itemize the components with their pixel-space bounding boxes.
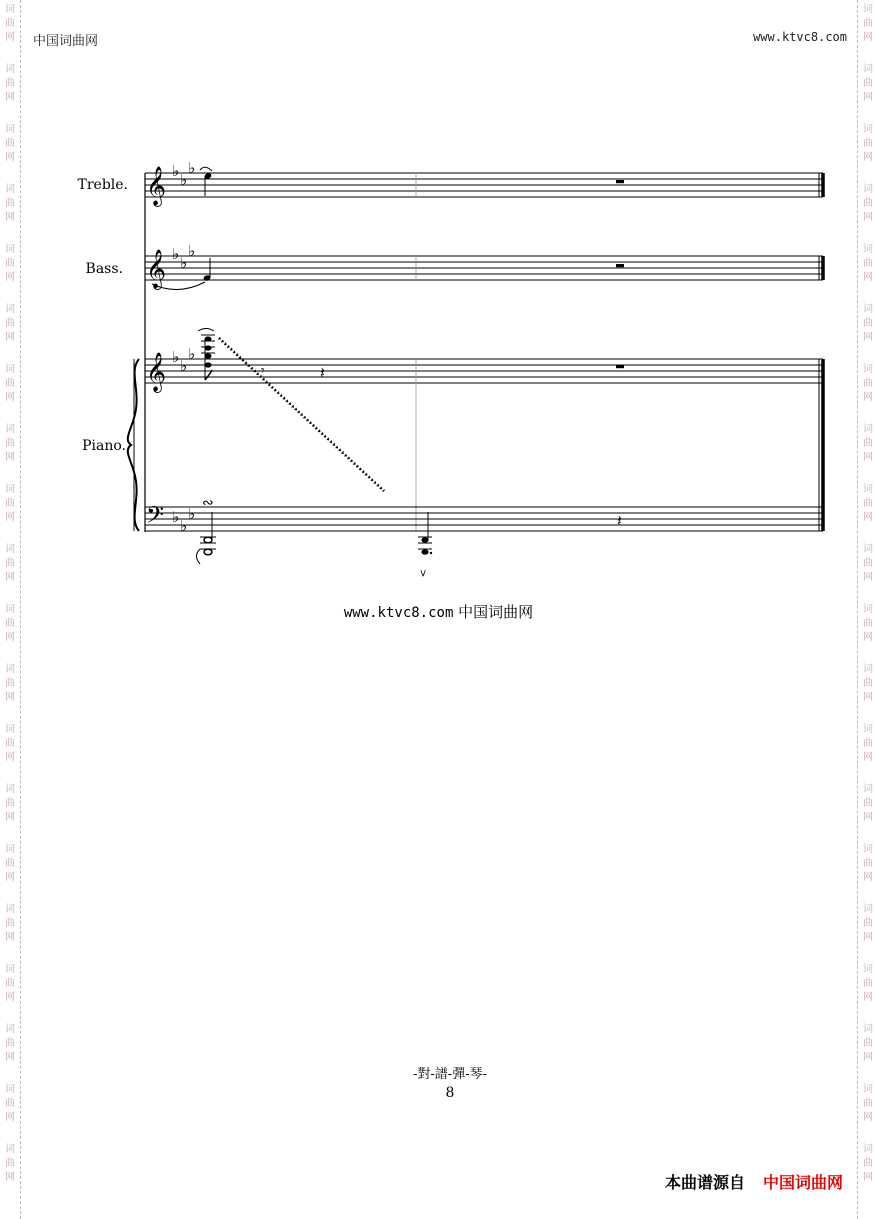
side-watermark-char: 曲 bbox=[5, 978, 15, 989]
treble-clef-icon: 𝄞 bbox=[146, 166, 167, 206]
side-watermark-char: 词 bbox=[5, 724, 15, 735]
side-watermark-char: 网 bbox=[5, 1052, 15, 1063]
side-watermark-char: 词 bbox=[5, 964, 15, 975]
side-watermark-char: 词 bbox=[5, 424, 15, 435]
tie-icon bbox=[200, 167, 212, 171]
instrument-label-treble: Treble. bbox=[77, 177, 128, 193]
side-watermark-char: 网 bbox=[5, 272, 15, 283]
side-watermark-char: 词 bbox=[5, 844, 15, 855]
treble-staff bbox=[145, 159, 823, 207]
side-watermark-char: 词 bbox=[863, 904, 873, 915]
piano-chord-note bbox=[205, 336, 212, 341]
side-watermark-char: 词 bbox=[863, 304, 873, 315]
piano-chord-note bbox=[205, 362, 212, 367]
side-watermark-char: 曲 bbox=[5, 618, 15, 629]
side-watermark-char: 曲 bbox=[863, 138, 873, 149]
side-watermark-char: 曲 bbox=[5, 1098, 15, 1109]
flat-icon: ♭ bbox=[188, 345, 196, 363]
side-watermark-char: 曲 bbox=[5, 858, 15, 869]
treble-clef-icon: 𝄞 bbox=[146, 352, 167, 392]
side-watermark-char: 词 bbox=[5, 544, 15, 555]
side-watermark-char: 词 bbox=[5, 64, 15, 75]
side-watermark-char: 网 bbox=[863, 1052, 873, 1063]
side-watermark-char: 词 bbox=[863, 1084, 873, 1095]
side-watermark-char: 网 bbox=[5, 632, 15, 643]
side-watermark-char: 词 bbox=[5, 484, 15, 495]
side-watermark-char: 曲 bbox=[5, 798, 15, 809]
side-watermark-char: 词 bbox=[5, 304, 15, 315]
side-watermark-char: 词 bbox=[5, 244, 15, 255]
side-watermark-char: 网 bbox=[5, 872, 15, 883]
side-watermark-char: 曲 bbox=[863, 918, 873, 929]
accent-icon: > bbox=[417, 569, 428, 578]
flat-icon: ♭ bbox=[172, 348, 180, 366]
bass-clef-icon: 𝄢 bbox=[146, 501, 165, 534]
flat-icon: ♭ bbox=[180, 254, 188, 272]
flat-icon: ♭ bbox=[172, 508, 180, 526]
side-watermark-char: 曲 bbox=[863, 18, 873, 29]
side-watermark-char: 网 bbox=[863, 152, 873, 163]
side-watermark-char: 网 bbox=[5, 1112, 15, 1123]
instrument-label-bass: Bass. bbox=[85, 261, 123, 277]
side-watermark-char: 曲 bbox=[5, 558, 15, 569]
flat-icon: ♭ bbox=[172, 162, 180, 180]
side-watermark-char: 词 bbox=[863, 604, 873, 615]
side-watermark-char: 曲 bbox=[5, 18, 15, 29]
header-site-name: 中国词曲网 bbox=[33, 34, 99, 49]
piano-lower-staff bbox=[145, 495, 823, 577]
side-watermark-char: 曲 bbox=[5, 438, 15, 449]
side-watermark-char: 网 bbox=[863, 212, 873, 223]
side-watermark-char: 网 bbox=[5, 92, 15, 103]
side-watermark-char: 词 bbox=[5, 1024, 15, 1035]
flat-icon: ♭ bbox=[172, 245, 180, 263]
side-watermark-char: 网 bbox=[863, 332, 873, 343]
side-watermark-char: 词 bbox=[863, 4, 873, 15]
side-watermark-char: 曲 bbox=[863, 318, 873, 329]
side-watermark-char: 曲 bbox=[863, 78, 873, 89]
side-watermark-char: 网 bbox=[863, 512, 873, 523]
side-watermark-char: 网 bbox=[863, 272, 873, 283]
whole-rest-icon bbox=[616, 264, 624, 267]
side-watermark-char: 词 bbox=[863, 424, 873, 435]
side-watermark-char: 词 bbox=[5, 784, 15, 795]
side-watermark-char: 词 bbox=[863, 964, 873, 975]
side-watermark-char: 曲 bbox=[5, 738, 15, 749]
side-watermark-char: 曲 bbox=[5, 1158, 15, 1169]
side-watermark-char: 网 bbox=[5, 992, 15, 1003]
flat-icon: ♭ bbox=[180, 517, 188, 535]
side-watermark-char: 词 bbox=[863, 1144, 873, 1155]
side-watermark-char: 网 bbox=[5, 812, 15, 823]
side-watermark-char: 词 bbox=[863, 184, 873, 195]
side-watermark-char: 网 bbox=[863, 1112, 873, 1123]
side-watermark-char: 曲 bbox=[863, 378, 873, 389]
side-watermark-char: 词 bbox=[5, 664, 15, 675]
side-watermark-char: 曲 bbox=[5, 138, 15, 149]
side-watermark-char: 网 bbox=[5, 392, 15, 403]
side-watermark-char: 网 bbox=[863, 572, 873, 583]
side-watermark-char: 词 bbox=[863, 724, 873, 735]
side-watermark-char: 曲 bbox=[863, 198, 873, 209]
whole-rest-icon bbox=[616, 365, 624, 368]
piano-bass-note bbox=[204, 549, 212, 555]
side-watermark-char: 网 bbox=[5, 452, 15, 463]
side-watermark-char: 曲 bbox=[5, 78, 15, 89]
side-watermark-char: 曲 bbox=[5, 678, 15, 689]
side-watermark-char: 曲 bbox=[5, 318, 15, 329]
side-watermark-char: 网 bbox=[5, 1172, 15, 1183]
side-watermark-char: 曲 bbox=[863, 1098, 873, 1109]
whole-rest-icon bbox=[616, 180, 624, 183]
mid-watermark bbox=[0, 601, 877, 622]
side-watermark-char: 曲 bbox=[5, 378, 15, 389]
side-watermark-char: 词 bbox=[863, 64, 873, 75]
source-brand: 中国词曲网 bbox=[762, 1173, 843, 1192]
piano-bass-note bbox=[421, 549, 428, 554]
side-watermark-char: 曲 bbox=[863, 618, 873, 629]
piano-bass-note bbox=[204, 537, 212, 543]
side-watermark-char: 词 bbox=[5, 4, 15, 15]
side-watermark-char: 词 bbox=[5, 184, 15, 195]
instrument-label-piano: Piano. bbox=[82, 438, 126, 454]
piano-chord-note bbox=[205, 353, 212, 358]
mid-watermark-url: www.ktvc8.com bbox=[343, 605, 454, 621]
tie-icon bbox=[197, 549, 201, 564]
flat-icon: ♭ bbox=[188, 159, 196, 177]
eighth-rest-icon: 𝄾 bbox=[261, 363, 265, 379]
side-watermark-char: 词 bbox=[863, 844, 873, 855]
treble-clef-icon: 𝄞 bbox=[146, 249, 167, 289]
side-watermark-char: 曲 bbox=[863, 1158, 873, 1169]
side-watermark-char: 网 bbox=[5, 692, 15, 703]
side-watermark-char: 词 bbox=[5, 364, 15, 375]
quarter-rest-icon: 𝄽 bbox=[617, 511, 622, 530]
side-watermark-char: 网 bbox=[863, 632, 873, 643]
side-watermark-char: 网 bbox=[863, 872, 873, 883]
side-watermark-char: 网 bbox=[5, 32, 15, 43]
side-watermark-char: 曲 bbox=[5, 498, 15, 509]
side-watermark-char: 网 bbox=[5, 332, 15, 343]
side-watermark-char: 网 bbox=[863, 452, 873, 463]
side-watermark-char: 网 bbox=[5, 752, 15, 763]
side-watermark-char: 词 bbox=[863, 784, 873, 795]
side-watermark-char: 曲 bbox=[863, 1038, 873, 1049]
side-watermark-char: 词 bbox=[5, 904, 15, 915]
side-watermark-char: 曲 bbox=[863, 978, 873, 989]
mid-watermark-name: 中国词曲网 bbox=[458, 603, 534, 621]
flat-icon: ♭ bbox=[180, 357, 188, 375]
page-number: 8 bbox=[445, 1085, 455, 1101]
turn-ornament-icon: ∾ bbox=[202, 495, 214, 511]
side-watermark-char: 网 bbox=[863, 92, 873, 103]
flat-icon: ♭ bbox=[188, 505, 196, 523]
footer-title: -對-譜-彈-琴- bbox=[413, 1067, 487, 1082]
piano-brace-icon bbox=[128, 359, 139, 531]
side-watermark-char: 曲 bbox=[863, 438, 873, 449]
flat-icon: ♭ bbox=[180, 171, 188, 189]
side-watermark-char: 词 bbox=[863, 484, 873, 495]
side-watermark-char: 曲 bbox=[863, 558, 873, 569]
side-watermark-char: 词 bbox=[5, 604, 15, 615]
flat-icon: ♭ bbox=[188, 242, 196, 260]
side-watermark-char: 词 bbox=[5, 1144, 15, 1155]
side-watermark-char: 网 bbox=[863, 992, 873, 1003]
side-watermark-char: 词 bbox=[863, 544, 873, 555]
side-watermark-char: 曲 bbox=[863, 858, 873, 869]
side-watermark-char: 词 bbox=[863, 124, 873, 135]
side-watermark-char: 曲 bbox=[863, 738, 873, 749]
side-watermark-char: 网 bbox=[5, 932, 15, 943]
side-watermark-char: 词 bbox=[863, 1024, 873, 1035]
source-credit bbox=[665, 1170, 843, 1193]
side-watermark-char: 曲 bbox=[863, 258, 873, 269]
side-watermark-char: 网 bbox=[863, 752, 873, 763]
side-watermark-char: 词 bbox=[863, 364, 873, 375]
side-watermark-char: 曲 bbox=[863, 798, 873, 809]
side-watermark-char: 曲 bbox=[5, 918, 15, 929]
side-watermark-char: 曲 bbox=[863, 678, 873, 689]
side-watermark-char: 词 bbox=[5, 1084, 15, 1095]
side-watermark-char: 网 bbox=[5, 152, 15, 163]
side-watermark-char: 词 bbox=[5, 124, 15, 135]
side-watermark-char: 曲 bbox=[5, 258, 15, 269]
side-watermark-char: 网 bbox=[5, 572, 15, 583]
header-site-url: www.ktvc8.com bbox=[753, 30, 847, 44]
side-watermark-char: 曲 bbox=[863, 498, 873, 509]
tie-icon bbox=[198, 329, 214, 332]
side-watermark-char: 词 bbox=[863, 244, 873, 255]
side-watermark-char: 网 bbox=[863, 932, 873, 943]
source-label: 本曲谱源自 bbox=[664, 1173, 745, 1192]
side-watermark-char: 网 bbox=[5, 512, 15, 523]
piano-upper-staff bbox=[145, 329, 823, 532]
side-watermark-char: 网 bbox=[863, 692, 873, 703]
side-watermark-char: 网 bbox=[5, 212, 15, 223]
side-watermark-char: 网 bbox=[863, 812, 873, 823]
side-watermark-char: 网 bbox=[863, 32, 873, 43]
piano-chord-note bbox=[205, 345, 212, 350]
quarter-rest-icon: 𝄽 bbox=[320, 363, 325, 382]
bass-voice-staff bbox=[145, 242, 823, 290]
side-watermark-char: 曲 bbox=[5, 1038, 15, 1049]
side-watermark-char: 词 bbox=[863, 664, 873, 675]
side-watermark-char: 网 bbox=[863, 392, 873, 403]
side-watermark-char: 曲 bbox=[5, 198, 15, 209]
side-watermark-char: 网 bbox=[863, 1172, 873, 1183]
